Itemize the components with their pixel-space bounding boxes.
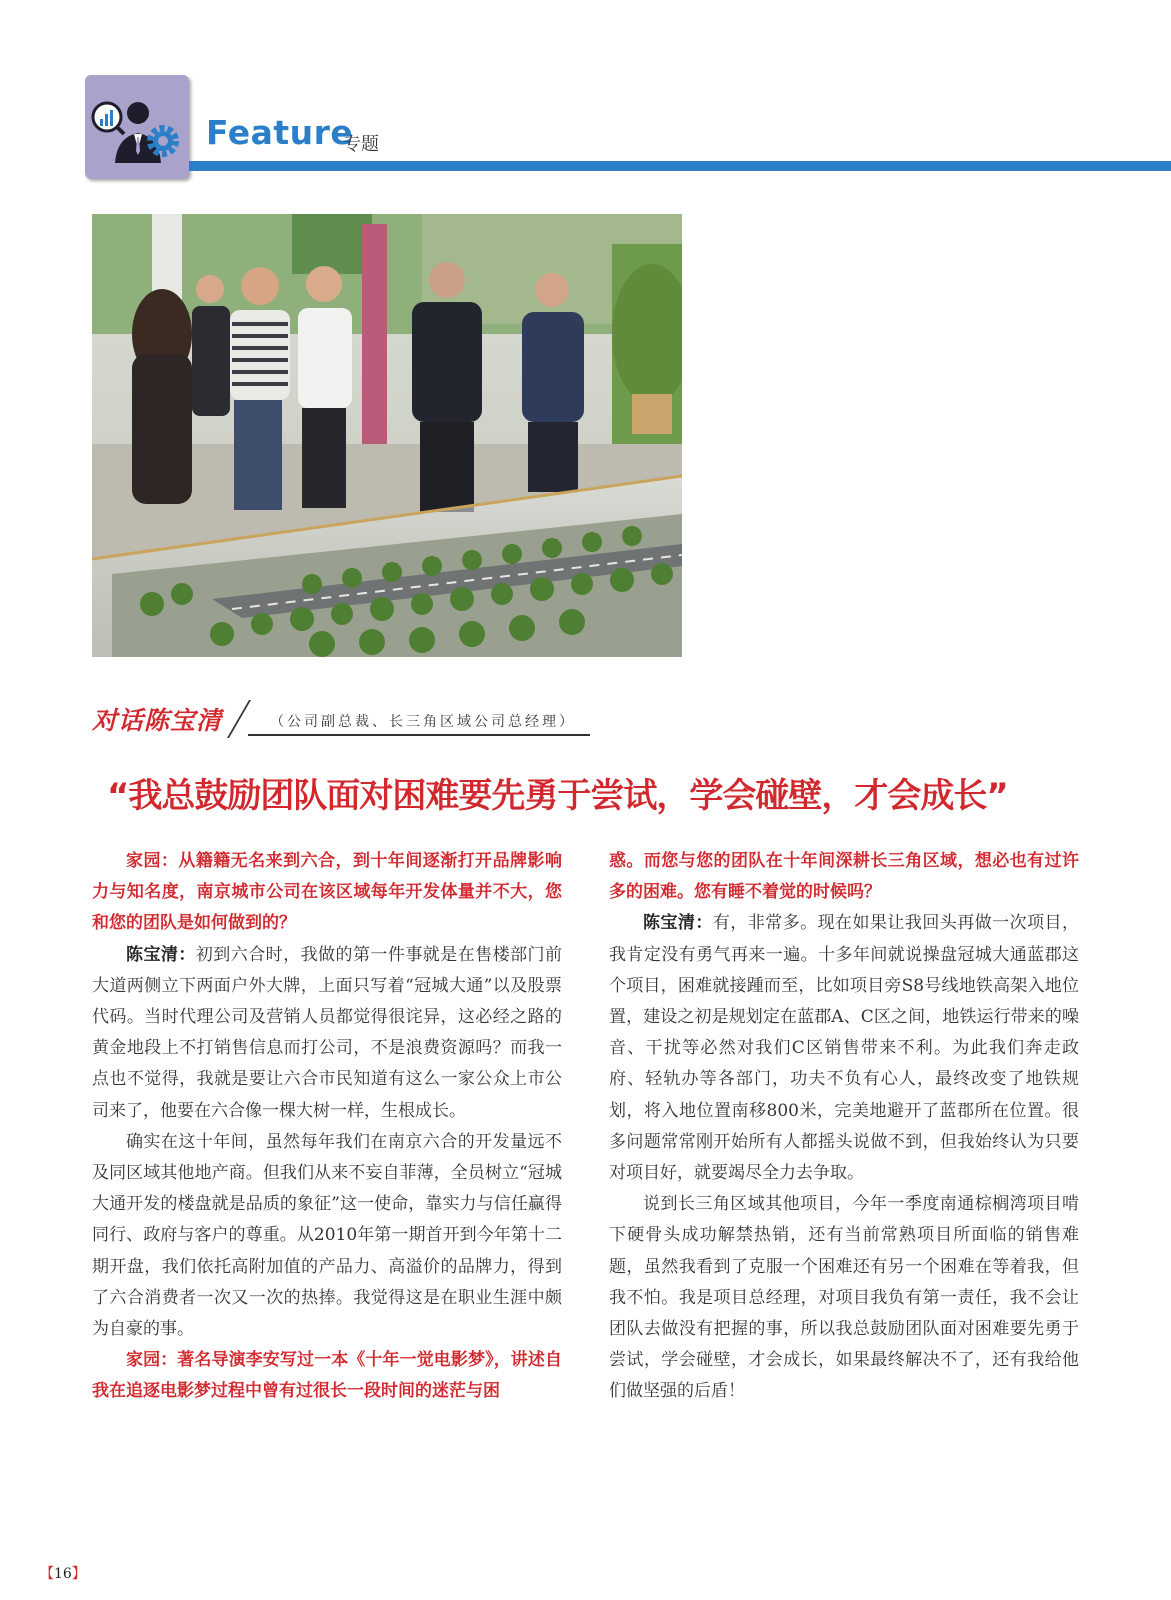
interview-title: 对话陈宝清 [92, 706, 223, 735]
banner-underline [248, 734, 590, 736]
page-number-value: 16 [54, 1566, 72, 1582]
sales-center-sand-table-photo [92, 214, 682, 657]
section-title-cn: 专题 [343, 134, 379, 155]
interviewee-role: （公司副总裁、长三角区域公司总经理） [270, 714, 576, 730]
bracket-open: 【 [40, 1566, 54, 1582]
headline-quote: “我总鼓励团队面对困难要先勇于尝试，学会碰壁，才会成长” [107, 776, 1008, 816]
article-photo [92, 214, 682, 657]
article-column-left [92, 846, 562, 1408]
question-1: 家园：从籍籍无名来到六合，到十年间逐渐打开品牌影响力与知名度，南京城市公司在该区域每年开发体量并不大，您和您的团队是如何做到的？ [92, 851, 562, 934]
answer-2-text: 有，非常多。现在如果让我回头再做一次项目，我肯定没有勇气再来一遍。十多年间就说操盘冠城大通蓝郡这个项目，困难就接踵而至，比如项目旁S8号线地铁高架入地位置，建设之初是规划定在蓝郡A、C区之间，地铁运行带来的噪音、干扰等必然对我们C区销售带来不利。为此我们奔走政府、轻轨办等各部门，功夫不负有心人，最终改变了地铁规划，将入地位置南移800米，完美地避开了蓝郡所在位置。很多问题常常刚开始所有人都摇头说做不到，但我始终认为只要对项目好，就要竭尽全力去争取。 [609, 913, 1080, 1184]
businessman-gear-chart-icon [85, 75, 189, 179]
paragraph-2: 确实在这十年间，虽然每年我们在南京六合的开发量远不及同区域其他地产商。但我们从来不妄自菲薄，全员树立“冠城大通开发的楼盘就是品质的象征”这一使命，靠实力与信任赢得同行、政府与客户的尊重。从2010年第一期首开到今年第十二期开盘，我们依托高附加值的产品力、高溢价的品牌力，得到了六合消费者一次又一次的热捧。我觉得这是在职业生涯中颇为自豪的事。 [92, 1131, 562, 1340]
header-rule [189, 161, 1171, 171]
article-column-right [609, 846, 1079, 1408]
speaker-label: 陈宝清： [126, 944, 196, 965]
page-number [40, 1563, 86, 1583]
answer-1 [92, 940, 562, 1127]
question-2: 家园：著名导演李安写过一本《十年一觉电影梦》，讲述自我在追逐电影梦过程中曾有过很长一段时间的迷茫与困 [92, 1350, 562, 1402]
answer-2 [609, 908, 1079, 1189]
section-title-en: Feature [206, 113, 354, 152]
banner-divider [227, 700, 251, 738]
paragraph-3: 说到长三角区域其他项目，今年一季度南通棕榈湾项目啃下硬骨头成功解禁热销，还有当前常熟项目所面临的销售难题，虽然我看到了克服一个困难还有另一个困难在等着我，但我不怕。我是项目总经理，对项目我负有第一责任，我不会让团队去做没有把握的事，所以我总鼓励团队面对困难要先勇于尝试，学会碰壁，才会成长，如果最终解决不了，还有我给他们做坚强的后盾！ [609, 1194, 1079, 1402]
speaker-label: 陈宝清： [643, 913, 713, 934]
bracket-close: 】 [71, 1566, 86, 1582]
section-logo [85, 75, 189, 179]
question-2-continued: 惑。而您与您的团队在十年间深耕长三角区域，想必也有过许多的困难。您有睡不着觉的时候吗？ [609, 851, 1079, 903]
answer-1-text: 初到六合时，我做的第一件事就是在售楼部门前大道两侧立下两面户外大牌，上面只写着“冠城大通”以及股票代码。当时代理公司及营销人员都觉得很诧异，这必经之路的黄金地段上不打销售信息而打公司，不是浪费资源吗？而我一点也不觉得，我就是要让六合市民知道有这么一家公众上市公司来了，他要在六合像一棵大树一样，生根成长。 [92, 944, 563, 1121]
